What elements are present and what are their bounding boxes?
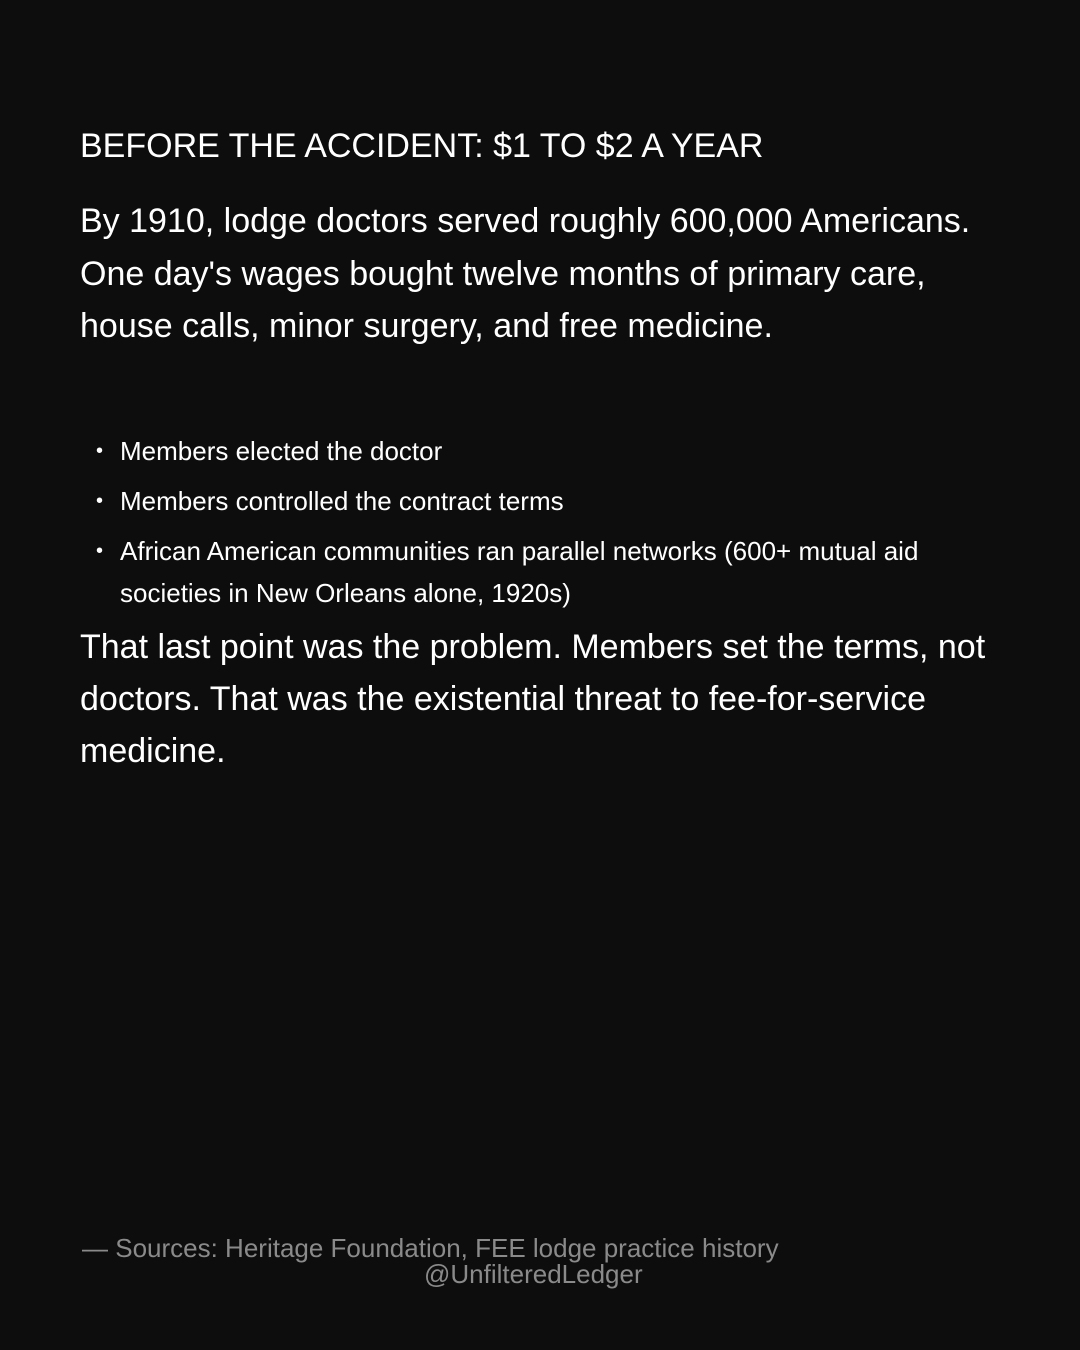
author-handle: @UnfilteredLedger xyxy=(424,1259,643,1289)
bullet-dot-icon: • xyxy=(96,490,104,512)
bullet-item xyxy=(80,430,1000,472)
bullet-text: Members controlled the contract terms xyxy=(120,486,564,516)
slide-heading: BEFORE THE ACCIDENT: $1 TO $2 A YEAR xyxy=(80,127,764,165)
bullet-list xyxy=(80,430,1000,622)
bullet-item xyxy=(80,480,1000,522)
bullet-dot-icon: • xyxy=(96,540,104,562)
intro-paragraph: By 1910, lodge doctors served roughly 600,000 Americans. One day's wages bought twelve months of primary care, house calls, minor surgery, and free medicine. xyxy=(80,202,971,345)
bullet-dot-icon: • xyxy=(96,440,104,462)
conclusion-paragraph: That last point was the problem. Members set the terms, not doctors. That was the existential threat to fee-for-service medicine. xyxy=(80,628,986,770)
sources-footer: — Sources: Heritage Foundation, FEE lodge practice history xyxy=(82,1233,779,1263)
bullet-item xyxy=(80,530,1000,614)
bullet-text: African American communities ran parallel networks (600+ mutual aid societies in New Orleans alone, 1920s) xyxy=(120,536,919,608)
bullet-text: Members elected the doctor xyxy=(120,436,443,466)
